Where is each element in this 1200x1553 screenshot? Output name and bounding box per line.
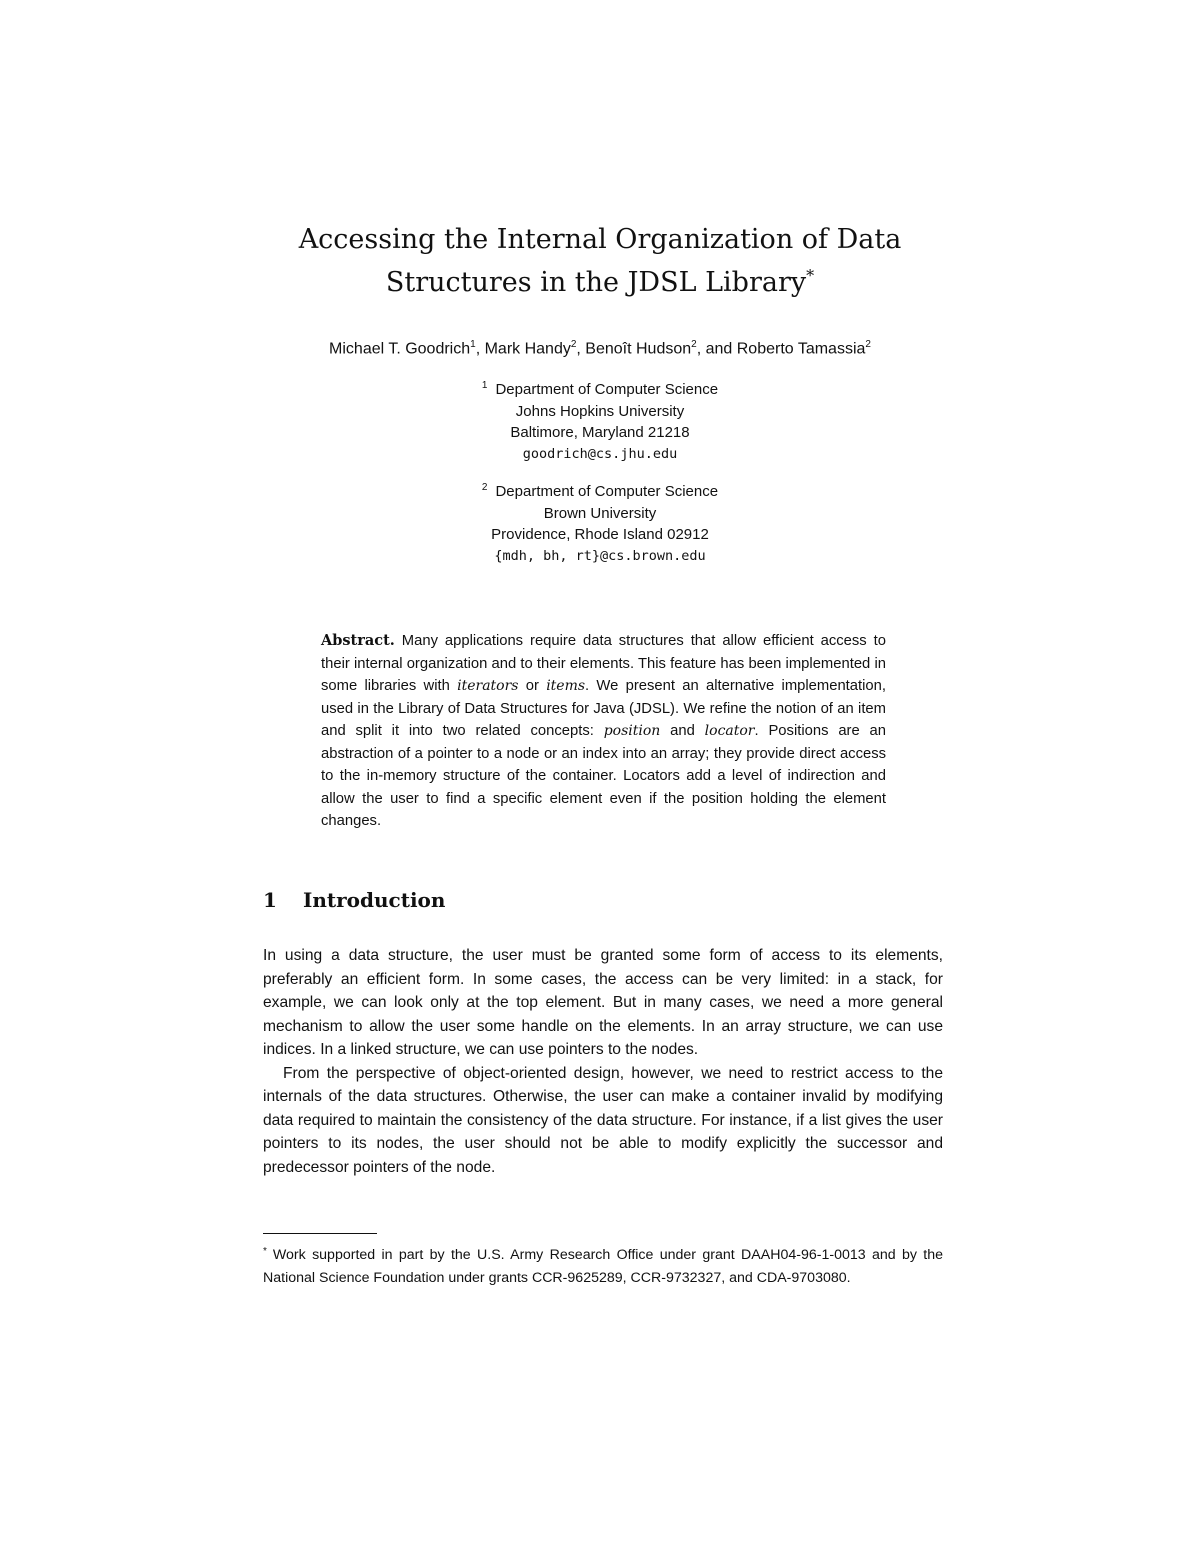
abstract bbox=[321, 630, 886, 833]
affiliation-email: goodrich@cs.jhu.edu bbox=[522, 445, 678, 462]
author-name: Michael T. Goodrich bbox=[329, 340, 471, 358]
affiliation-mark: 2 bbox=[481, 482, 488, 493]
author-name: Roberto Tamassia bbox=[736, 340, 866, 358]
title-line-2-text: Structures in the JDSL Library bbox=[385, 267, 807, 298]
abstract-term-position: position bbox=[603, 723, 661, 739]
author-affiliation-mark: 1 bbox=[470, 339, 476, 350]
author-list bbox=[150, 334, 1050, 360]
abstract-text: . Positions are an abstraction of a pointer to a node or an index into an array; they provide direct access to the in-memory structure of the container. Locators add a level of indirection and allow the user to find a specific element even if the position holding the element changes. bbox=[321, 723, 886, 829]
abstract-text: Many applications require data structures that allow efficient access to their internal organization and to their elements. This feature has been implemented in some libraries with bbox=[321, 633, 886, 694]
author-affiliation-mark: 2 bbox=[691, 339, 697, 350]
title-line-1: Accessing the Internal Organization of Data bbox=[298, 224, 902, 255]
abstract-term-locator: locator bbox=[704, 723, 755, 739]
affiliation-address: Providence, Rhode Island 02912 bbox=[491, 526, 709, 543]
affiliation-department: Department of Computer Science bbox=[495, 483, 719, 500]
footnote-text: Work supported in part by the U.S. Army Research Office under grant DAAH04-96-1-0013 and by the National Science Foundation under grants CCR-9625289, CCR-9732327, and CDA-9703080. bbox=[263, 1247, 943, 1286]
abstract-label: Abstract. bbox=[321, 632, 395, 649]
title-footnote-mark: * bbox=[806, 266, 815, 285]
author-name: Mark Handy bbox=[484, 340, 571, 358]
author-affiliation-mark: 2 bbox=[865, 339, 871, 350]
footnote bbox=[263, 1240, 943, 1290]
abstract-term-items: items bbox=[546, 678, 586, 694]
title-line-2 bbox=[200, 258, 1000, 301]
abstract-text: and bbox=[660, 723, 705, 739]
affiliation-institution: Johns Hopkins University bbox=[515, 402, 685, 420]
footnote-mark: * bbox=[263, 1246, 267, 1257]
author-separator: , bbox=[576, 340, 586, 358]
affiliation-address: Baltimore, Maryland 21218 bbox=[510, 424, 690, 441]
abstract-text: . We present an alternative implementation, used in the Library of Data Structures for Java (JDSL). We refine the notion of an item and split it into two related concepts: bbox=[321, 678, 886, 739]
affiliation-department: Department of Computer Science bbox=[495, 381, 719, 398]
author-affiliation-mark: 2 bbox=[570, 339, 577, 350]
affiliation-2 bbox=[300, 477, 900, 567]
abstract-term-iterators: iterators bbox=[457, 678, 519, 694]
affiliation-email: {mdh, bh, rt}@cs.brown.edu bbox=[494, 547, 706, 564]
section-body bbox=[263, 944, 943, 1179]
author-name: Benoît Hudson bbox=[585, 340, 692, 358]
author-separator: , bbox=[475, 340, 485, 358]
section-heading bbox=[263, 888, 445, 912]
affiliation-institution: Brown University bbox=[543, 504, 657, 522]
footnote-rule bbox=[263, 1233, 377, 1234]
affiliation-mark: 1 bbox=[481, 380, 488, 391]
affiliation-1 bbox=[300, 375, 900, 465]
author-separator: , and bbox=[696, 340, 737, 358]
section-number: 1 bbox=[263, 888, 277, 912]
paper-title bbox=[200, 222, 1000, 301]
abstract-text: or bbox=[518, 678, 547, 694]
body-paragraph: In using a data structure, the user must be granted some form of access to its elements, preferably an efficient form. In some cases, the access can be very limited: in a stack, for example, we can look only at the top element. But in many cases, we need a more general mechanism to allow the user some handle on the elements. In an array structure, we can use indices. In a linked structure, we can use pointers to the nodes. bbox=[263, 947, 943, 1058]
body-paragraph: From the perspective of object-oriented design, however, we need to restrict access to the internals of the data structures. Otherwise, the user can make a container invalid by modifying data required to maintain the consistency of the data structure. For instance, if a list gives the user pointers to its nodes, the user should not be able to modify explicitly the successor and predecessor pointers of the node. bbox=[263, 1064, 943, 1176]
section-title: Introduction bbox=[303, 888, 446, 912]
